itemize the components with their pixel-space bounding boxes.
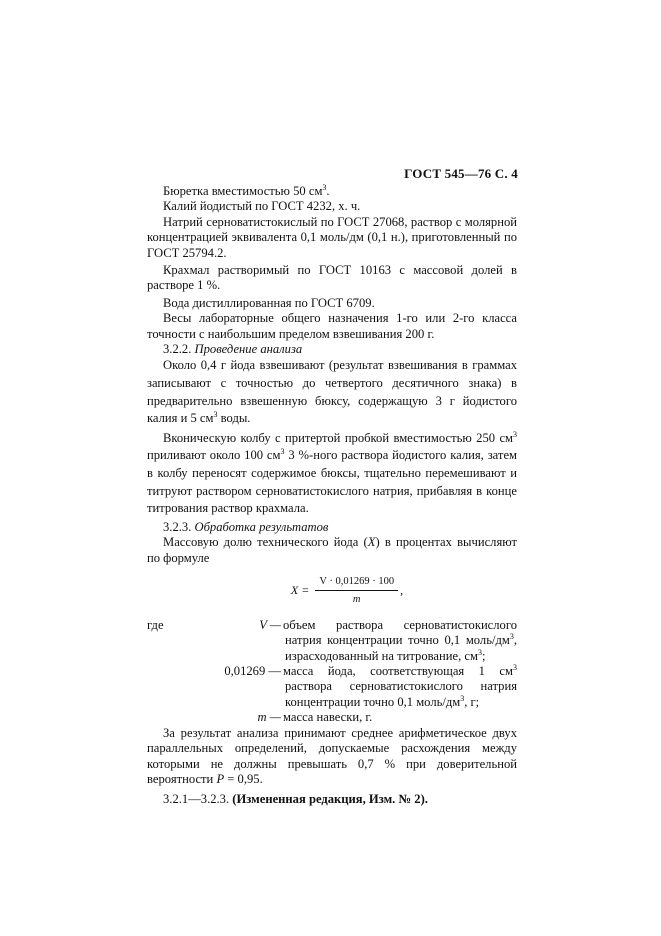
reagent-starch: Крахмал растворимый по ГОСТ 10163 с массовой долей в растворе 1 %. xyxy=(147,263,517,293)
where-symbol-m: m — xyxy=(257,710,281,725)
where-symbol-constant: 0,01269 — xyxy=(224,664,281,679)
where-desc-v: объем раствора серноватистокислого натрия концентрации точно 0,1 моль/$дм^3$, израсходованный на титрование, $см^3$; xyxy=(283,617,517,663)
formula-numerator: V · 0,01269 · 100 xyxy=(315,574,398,591)
reagent-scales: Весы лабораторные общего назначения 1-го или 2-го класса точности с наибольшим пределом взвешивания 200 г. xyxy=(147,311,517,341)
document-body xyxy=(147,184,517,808)
where-desc-m: масса навески, г. xyxy=(283,710,373,725)
where-label: где xyxy=(147,617,164,632)
where-symbol-v: V — xyxy=(259,617,281,632)
revision-note: 3.2.1—3.2.3. (Измененная редакция, Изм. № 2). xyxy=(163,792,428,807)
reagent-distilled-water: Вода дистиллированная по ГОСТ 6709. xyxy=(163,295,375,310)
formula-tail: , xyxy=(400,583,404,598)
formula xyxy=(147,574,517,608)
reagent-burette: Бюретка вместимостью 50 $см^3$. xyxy=(163,182,330,198)
reagent-potassium-iodide: Калий йодистый по ГОСТ 4232, х. ч. xyxy=(163,199,361,214)
section-3-2-3-heading: 3.2.3. Обработка результатов xyxy=(163,519,329,534)
formula-fraction xyxy=(315,574,398,608)
page-header: ГОСТ 545—76 С. 4 xyxy=(404,166,518,181)
where-legend xyxy=(147,618,517,726)
where-desc-constant: масса йода, соответствующая 1 $см^3$ раствора серноватистокислого натрия концентрации точно 0,1 моль/$дм^3$, г; xyxy=(283,662,517,709)
section-3-2-2-heading: 3.2.2. Проведение анализа xyxy=(163,342,303,357)
formula-lhs: X = xyxy=(290,583,310,598)
reagent-sodium-thiosulfate: Натрий серноватистокислый по ГОСТ 27068, раствор с молярной концентрацией эквивалента 0,1 моль/дм (0,1 н.), приготовленный по ГОСТ 25794.2. xyxy=(147,214,517,260)
section-3-2-2-paragraph-1: Около 0,4 г йода взвешивают (результат взвешивания в граммах записывают с точностью до четвертого десятичного знака) в предварительно взвешенную бюксу, содержащую 3 г йодистого калия и 5 $см^3$ воды. xyxy=(147,358,517,426)
section-3-2-2-paragraph-2: Вконическую колбу с притертой пробкой вместимостью 250 $см^3$ приливают около 100 $см^3$ 3 %-ного раствора йодистого калия, затем в колбу переносят содержимое бюксы, тщательно перемешивают и титруют раствором серноватистокислого натрия, прибавляя в конце титрования раствор крахмала. xyxy=(147,429,517,516)
formula-denominator: m xyxy=(352,594,361,606)
section-3-2-3-intro: Массовую долю технического йода (X) в процентах вычисляют по формуле xyxy=(147,535,517,565)
result-paragraph: За результат анализа принимают среднее арифметическое двух параллельных определений, допускаемые расхождения между которыми не должны превышать 0,7 % при доверительной вероятности P = 0,95. xyxy=(147,725,517,786)
